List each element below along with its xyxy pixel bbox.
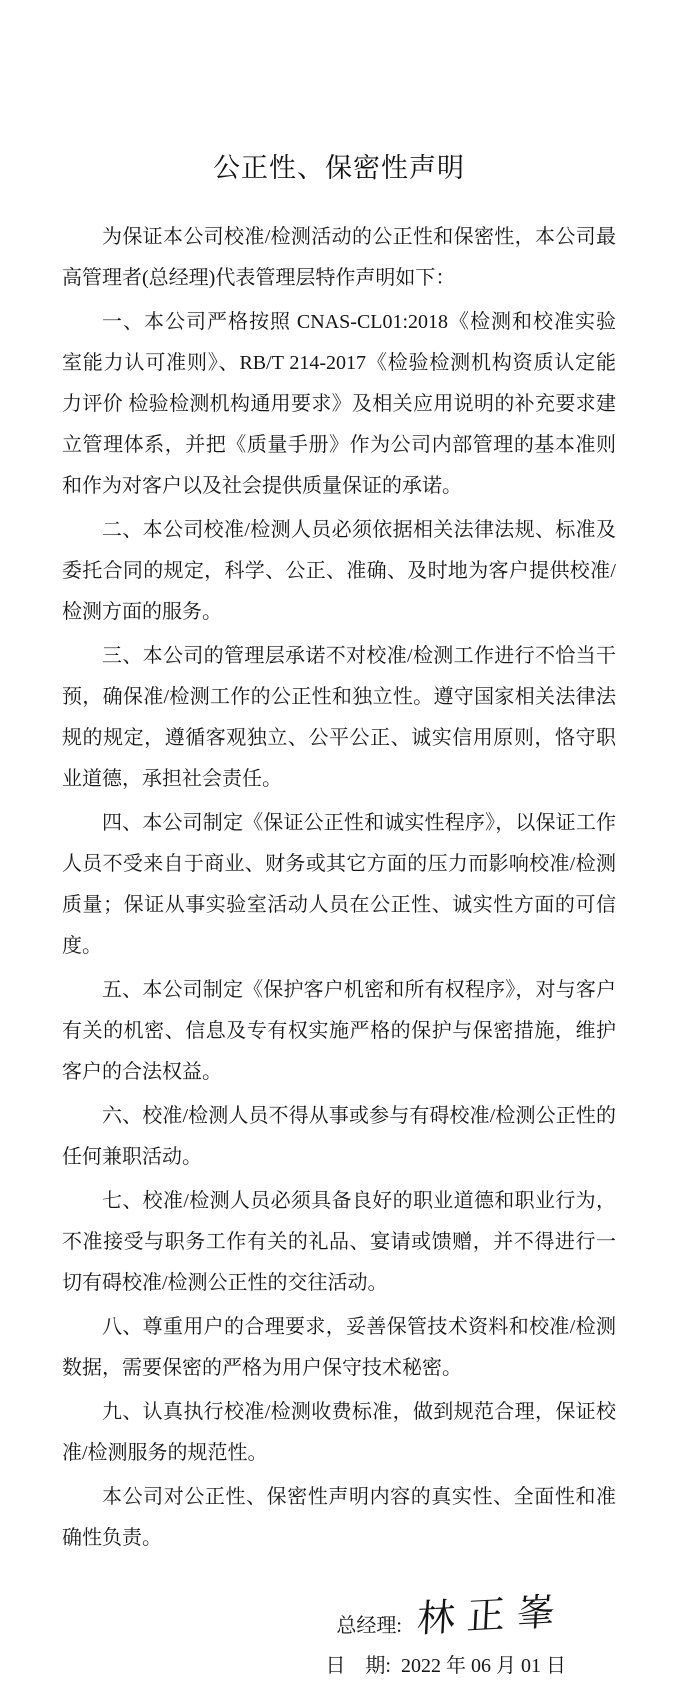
date-row (325, 1651, 566, 1681)
statement-paragraph-2: 二、本公司校准/检测人员必须依据相关法律法规、标准及委托合同的规定，科学、公正、准确、及时地为客户提供校准/检测方面的服务。 (62, 519, 616, 623)
statement-paragraph-6: 六、校准/检测人员不得从事或参与有碍校准/检测公正性的任何兼职活动。 (62, 1105, 616, 1168)
statement-closing: 本公司对公正性、保密性声明内容的真实性、全面性和准确性负责。 (62, 1486, 616, 1549)
statement-paragraph-5: 五、本公司制定《保护客户机密和所有权程序》，对与客户有关的机密、信息及专有权实施严格的保护与保密措施，维护客户的合法权益。 (62, 979, 616, 1083)
signature-date-value: 2022 年 06 月 01 日 (401, 1655, 566, 1677)
statement-paragraph-1: 一、本公司严格按照 CNAS-CL01:2018《检测和校准实验室能力认可准则》、RB/T 214-2017《检验检测机构资质认定能力评价 检验检测机构通用要求》及相关应用说明的补充要求建立管理体系，并把《质量手册》作为公司内部管理的基本准则和作为对客户以及社会提供质量保证的承诺。 (62, 311, 616, 497)
signature-handwritten: 林正峯 (415, 1590, 568, 1642)
statement-paragraph-4: 四、本公司制定《保证公正性和诚实性程序》，以保证工作人员不受来自于商业、财务或其它方面的压力而影响校准/检测质量；保证从事实验室活动人员在公正性、诚实性方面的可信度。 (62, 812, 616, 957)
signature-block (62, 1585, 616, 1681)
statement-paragraph-8: 八、尊重用户的合理要求，妥善保管技术资料和校准/检测数据，需要保密的严格为用户保守技术秘密。 (62, 1316, 616, 1379)
page-title: 公正性、保密性声明 (213, 153, 465, 183)
statement-paragraph-9: 九、认真执行校准/检测收费标准，做到规范合理，保证校准/检测服务的规范性。 (62, 1401, 616, 1464)
statement-paragraph-7: 七、校准/检测人员必须具备良好的职业道德和职业行为，不准接受与职务工作有关的礼品、宴请或馈赠，并不得进行一切有碍校准/检测公正性的交往活动。 (62, 1190, 616, 1294)
signature-role-label: 总经理: (336, 1615, 402, 1637)
signature-row (336, 1585, 566, 1641)
statement-paragraph-3: 三、本公司的管理层承诺不对校准/检测工作进行不恰当干预，确保准/检测工作的公正性和独立性。遵守国家相关法律法规的规定，遵循客观独立、公平公正、诚实信用原则，恪守职业道德，承担社会责任。 (62, 645, 616, 790)
statement-intro: 为保证本公司校准/检测活动的公正性和保密性，本公司最高管理者(总经理)代表管理层特作声明如下： (62, 226, 616, 289)
signature-date-label: 日 期: (325, 1655, 391, 1677)
statement-body (62, 217, 616, 1681)
